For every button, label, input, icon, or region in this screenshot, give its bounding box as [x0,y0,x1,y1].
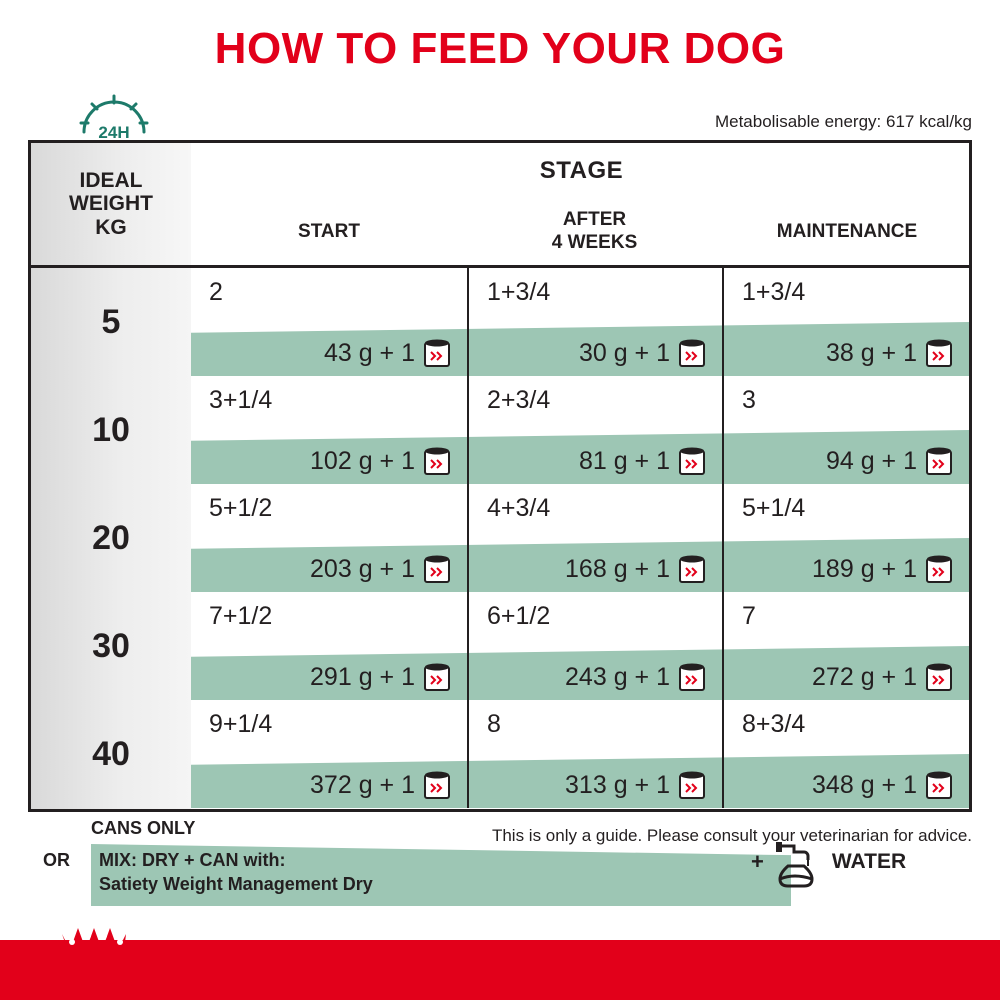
cans-only-label: CANS ONLY [91,818,196,838]
table-row [191,268,969,376]
cell-maintenance [722,376,969,484]
wet-amount [812,770,953,800]
clock-24h-icon [72,92,156,140]
dry-amount: 5+1/2 [209,494,273,522]
can-icon [423,338,451,368]
weight-value: 30 [92,626,130,665]
dry-amount: 5+1/4 [742,494,806,522]
royal-canin-crest-icon [48,920,144,992]
can-icon [423,770,451,800]
dry-amount: 1+3/4 [742,278,806,306]
cell-after-4-weeks [467,268,722,376]
dosage-rows [191,268,969,809]
wet-amount [579,338,706,368]
column-header-after-line2: 4 WEEKS [551,232,638,253]
can-icon [423,662,451,692]
can-icon [925,446,953,476]
table-row [191,592,969,700]
cell-start [191,376,467,484]
cell-maintenance [722,700,969,808]
cell-start [191,484,467,592]
table-body [31,268,969,809]
wet-amount-text: 203 g + 1 [310,554,415,583]
wet-amount [565,662,706,692]
wet-amount [310,770,451,800]
can-icon [925,770,953,800]
wet-amount-text: 372 g + 1 [310,770,415,799]
weight-value: 20 [92,518,130,557]
wet-amount-text: 243 g + 1 [565,662,670,691]
cell-start [191,592,467,700]
wet-amount [324,338,451,368]
or-label: OR [43,850,70,870]
wet-amount [310,662,451,692]
badge-24h-label: 24H [98,123,130,140]
wet-amount-text: 43 g + 1 [323,338,415,367]
wet-amount-text: 94 g + 1 [825,446,917,475]
wet-amount-text: 102 g + 1 [310,446,415,475]
wet-amount [310,446,451,476]
cell-maintenance [722,268,969,376]
wet-amount-text: 30 g + 1 [578,338,670,367]
wet-amount [826,338,953,368]
wet-amount-text: 38 g + 1 [825,338,917,367]
column-header-maintenance: MAINTENANCE [776,220,918,242]
weight-value: 5 [101,302,121,341]
metabolisable-energy-note: Metabolisable energy: 617 kcal/kg [714,112,972,131]
can-icon [925,338,953,368]
wet-amount [812,662,953,692]
can-icon [925,554,953,584]
dry-amount: 8+3/4 [742,710,806,738]
footer-bar [0,940,1000,1000]
wet-amount [812,554,953,584]
cell-start [191,268,467,376]
dry-amount: 8 [487,710,501,738]
column-header-start: START [298,220,360,242]
dry-amount: 3 [742,386,756,414]
mix-instruction [99,848,373,897]
can-icon [678,446,706,476]
weight-column [31,268,191,809]
dry-amount: 3+1/4 [209,386,273,414]
cell-after-4-weeks [467,592,722,700]
cell-maintenance [722,484,969,592]
dry-amount: 1+3/4 [487,278,551,306]
can-icon [678,662,706,692]
wet-amount [310,554,451,584]
wet-amount-text: 168 g + 1 [565,554,670,583]
column-header-after-line1: AFTER [562,209,627,231]
dry-amount: 2+3/4 [487,386,551,414]
dry-amount: 7 [742,602,756,630]
cell-after-4-weeks [467,700,722,808]
wet-amount [826,446,953,476]
wet-amount-text: 189 g + 1 [812,554,917,583]
wet-amount [579,446,706,476]
ideal-weight-header-line2: WEIGHT [69,192,153,216]
wet-amount-text: 348 g + 1 [812,770,917,799]
can-icon [925,662,953,692]
can-icon [678,554,706,584]
weight-value: 10 [92,410,130,449]
dry-amount: 7+1/2 [209,602,273,630]
wet-amount-text: 291 g + 1 [310,662,415,691]
dry-amount: 6+1/2 [487,602,551,630]
ideal-weight-header [31,143,191,268]
mix-instruction-line1: MIX: DRY + CAN with: [99,850,286,870]
can-icon [423,446,451,476]
can-icon [678,770,706,800]
dry-amount: 9+1/4 [209,710,273,738]
stage-subheaders [191,199,972,268]
cell-maintenance [722,592,969,700]
table-row [191,376,969,484]
wet-amount-text: 272 g + 1 [812,662,917,691]
plus-label: + [751,849,764,874]
guide-note: This is only a guide. Please consult your veterinarian for advice. [491,826,972,845]
can-icon [678,338,706,368]
cell-start [191,700,467,808]
cell-after-4-weeks [467,376,722,484]
table-row [191,700,969,808]
wet-amount [565,554,706,584]
feeding-options-section [31,809,969,909]
ideal-weight-header-line3: KG [95,215,127,239]
table-row [191,484,969,592]
water-label: WATER [831,850,907,873]
wet-amount-text: 81 g + 1 [578,446,670,475]
page-title: HOW TO FEED YOUR DOG [214,24,786,73]
wet-amount [565,770,706,800]
weight-value: 40 [92,734,130,773]
dry-amount: 4+3/4 [487,494,551,522]
column-header-after-4-weeks [467,199,722,265]
mix-instruction-line2: Satiety Weight Management Dry [99,874,373,895]
wet-amount-text: 313 g + 1 [565,770,670,799]
ideal-weight-header-line1: IDEAL [79,168,143,192]
can-icon [423,554,451,584]
dry-amount: 2 [209,278,223,306]
stage-header: STAGE [539,157,624,184]
cell-after-4-weeks [467,484,722,592]
